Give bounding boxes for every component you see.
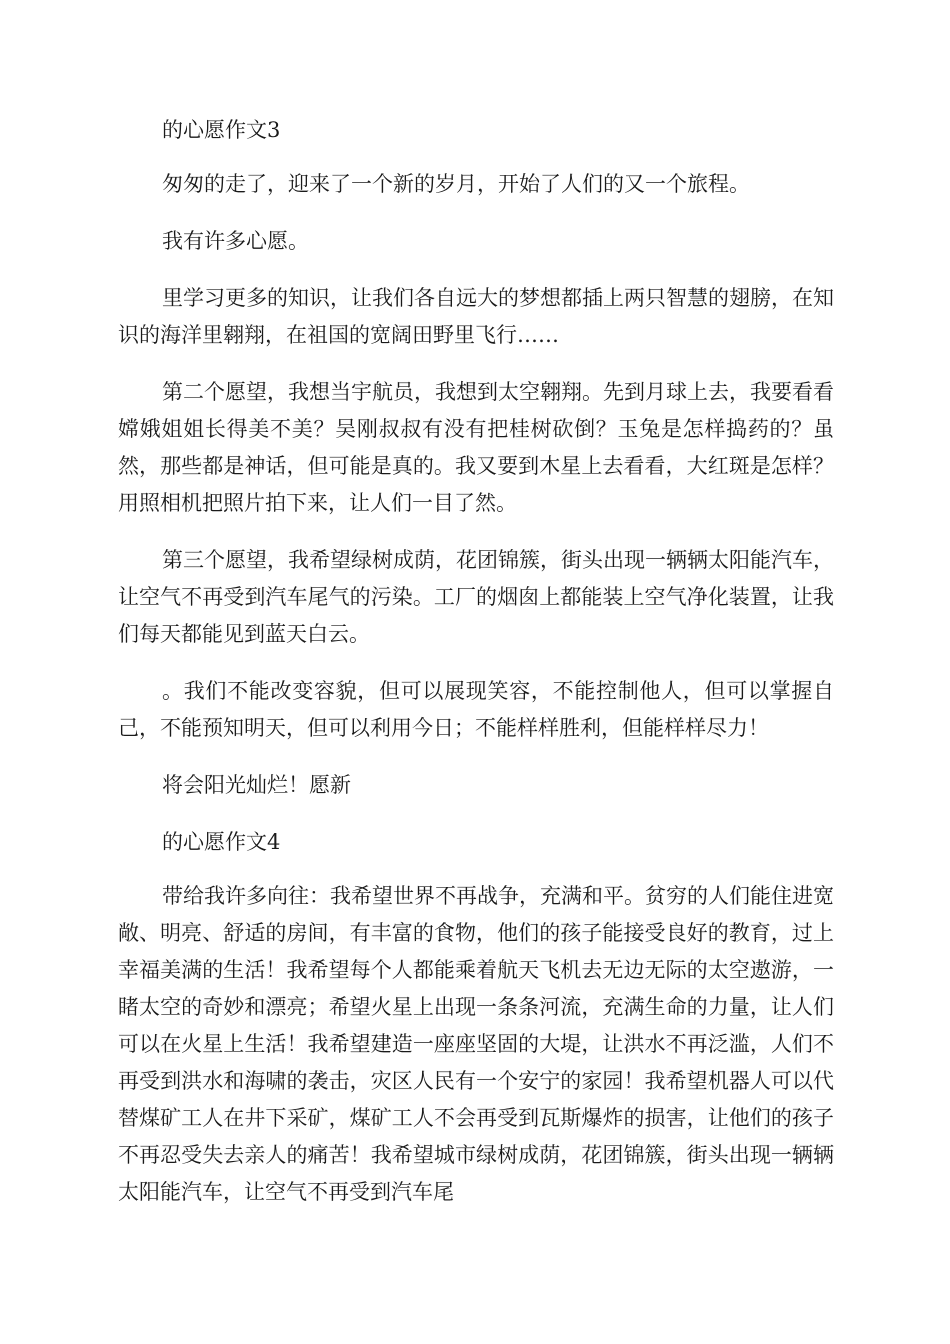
section-heading-4: 的心愿作文4 [162, 830, 281, 854]
paragraph: 将会阳光灿烂！愿新 [162, 773, 351, 797]
paragraph: 里学习更多的知识，让我们各自远大的梦想都插上两只智慧的翅膀，在知识的海洋里翱翔，在祖国的宽阔田野里飞行…… [118, 286, 834, 347]
paragraph: 。我们不能改变容貌，但可以展现笑容，不能控制他人，但可以掌握自己，不能预知明天，但可以利用今日；不能样样胜利，但能样样尽力！ [118, 679, 834, 740]
paragraph: 第二个愿望，我想当宇航员，我想到太空翱翔。先到月球上去，我要看看嫦娥姐姐长得美不美？吴刚叔叔有没有把桂树砍倒？玉兔是怎样捣药的？虽然，那些都是神话，但可能是真的。我又要到木星上去看看，大红斑是怎样？用照相机把照片拍下来，让人们一目了然。 [118, 380, 834, 515]
section-heading-3: 的心愿作文3 [162, 118, 281, 142]
document-page [118, 112, 834, 1231]
paragraph: 带给我许多向往：我希望世界不再战争，充满和平。贫穷的人们能住进宽敞、明亮、舒适的房间，有丰富的食物，他们的孩子能接受良好的教育，过上幸福美满的生活！我希望每个人都能乘着航天飞机去无边无际的太空遨游，一睹太空的奇妙和漂亮；希望火星上出现一条条河流，充满生命的力量，让人们可以在火星上生活！我希望建造一座座坚固的大堤，让洪水不再泛滥，人们不再受到洪水和海啸的袭击，灾区人民有一个安宁的家园！我希望机器人可以代替煤矿工人在井下采矿，煤矿工人不会再受到瓦斯爆炸的损害，让他们的孩子不再忍受失去亲人的痛苦！我希望城市绿树成荫，花团锦簇，街头出现一辆辆太阳能汽车，让空气不再受到汽车尾 [118, 884, 834, 1204]
paragraph: 我有许多心愿。 [162, 229, 309, 253]
paragraph: 匆匆的走了，迎来了一个新的岁月，开始了人们的又一个旅程。 [162, 172, 750, 196]
paragraph: 第三个愿望，我希望绿树成荫，花团锦簇，街头出现一辆辆太阳能汽车，让空气不再受到汽车尾气的污染。工厂的烟囱上都能装上空气净化装置，让我们每天都能见到蓝天白云。 [118, 548, 834, 646]
